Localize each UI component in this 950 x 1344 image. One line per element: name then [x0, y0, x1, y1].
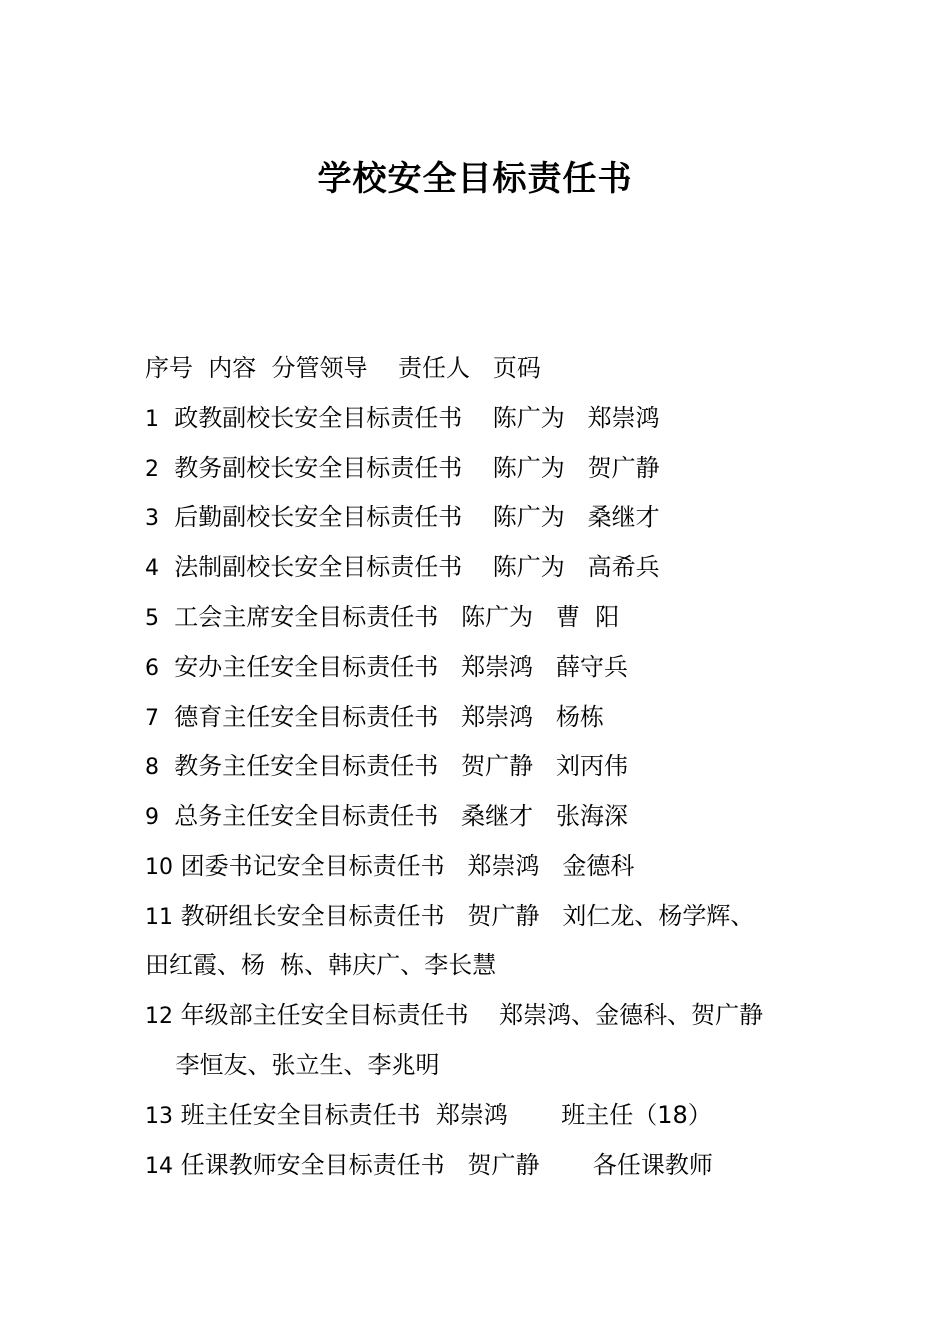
item-number: 4 — [145, 556, 159, 581]
item-text: 年级部主任安全目标责任书 郑崇鸿、金德科、贺广静 — [173, 1001, 764, 1029]
list-item-continuation — [145, 1047, 440, 1083]
item-text: 班主任安全目标责任书 郑崇鸿 班主任（18） — [173, 1101, 712, 1129]
list-item — [145, 1147, 713, 1185]
item-number: 8 — [145, 755, 159, 780]
item-text: 工会主席安全目标责任书 陈广为 曹 阳 — [159, 603, 620, 631]
list-item — [145, 798, 628, 836]
item-text: 政教副校长安全目标责任书 陈广为 郑崇鸿 — [159, 404, 660, 432]
table-header: 序号 内容 分管领导 责任人 页码 — [145, 354, 541, 382]
list-item — [145, 997, 763, 1035]
list-item-continuation — [145, 947, 496, 983]
list-item — [145, 649, 628, 687]
list-item — [145, 748, 628, 786]
item-number: 1 — [145, 407, 159, 432]
item-number: 6 — [145, 656, 159, 681]
item-text: 教研组长安全目标责任书 贺广静 刘仁龙、杨学辉、 — [173, 902, 755, 930]
item-number: 5 — [145, 606, 159, 631]
list-item — [145, 499, 660, 537]
item-number: 3 — [145, 506, 159, 531]
item-number: 2 — [145, 457, 159, 482]
item-text: 教务副校长安全目标责任书 陈广为 贺广静 — [159, 454, 660, 482]
item-number: 14 — [145, 1154, 173, 1179]
list-item — [145, 549, 660, 587]
item-text: 田红霞、杨 栋、韩庆广、李长慧 — [145, 951, 497, 979]
item-number: 11 — [145, 905, 173, 930]
item-number: 12 — [145, 1004, 173, 1029]
item-text: 团委书记安全目标责任书 郑崇鸿 金德科 — [173, 852, 635, 880]
document-title: 学校安全目标责任书 — [317, 159, 633, 199]
list-item — [145, 450, 660, 488]
item-text: 教务主任安全目标责任书 贺广静 刘丙伟 — [159, 752, 629, 780]
item-text: 总务主任安全目标责任书 桑继才 张海深 — [159, 802, 629, 830]
item-number: 13 — [145, 1104, 173, 1129]
item-number: 10 — [145, 855, 173, 880]
item-text: 任课教师安全目标责任书 贺广静 各任课教师 — [173, 1151, 713, 1179]
item-text: 安办主任安全目标责任书 郑崇鸿 薛守兵 — [159, 653, 629, 681]
list-item — [145, 1097, 712, 1135]
item-text: 德育主任安全目标责任书 郑崇鸿 杨栋 — [159, 703, 605, 731]
list-item — [145, 599, 619, 637]
item-text: 李恒友、张立生、李兆明 — [145, 1051, 440, 1079]
item-text: 法制副校长安全目标责任书 陈广为 高希兵 — [159, 553, 660, 581]
list-item — [145, 699, 604, 737]
item-text: 后勤副校长安全目标责任书 陈广为 桑继才 — [159, 503, 660, 531]
list-item — [145, 898, 754, 936]
item-number: 7 — [145, 706, 159, 731]
item-number: 9 — [145, 805, 159, 830]
list-item — [145, 848, 634, 886]
list-item — [145, 400, 660, 438]
